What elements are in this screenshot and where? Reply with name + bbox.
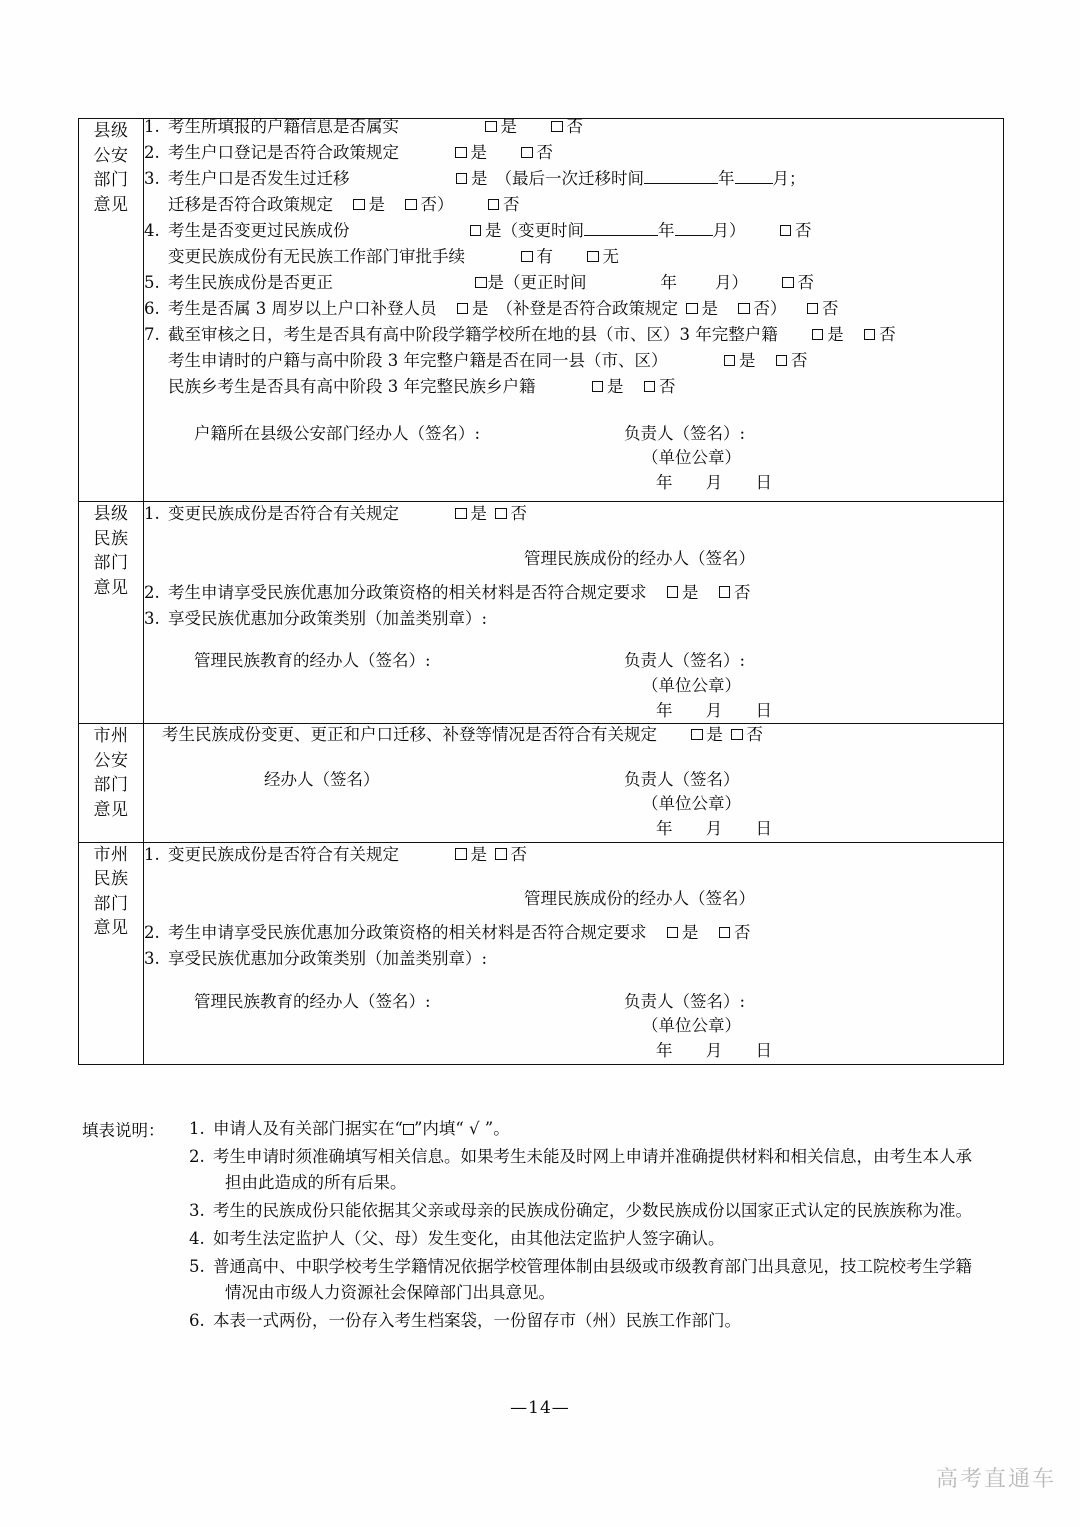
section-row-city-ethnic bbox=[79, 842, 1004, 1064]
question-row bbox=[144, 171, 1003, 188]
instruction-line: 普通高中、中职学校考生学籍情况依据学校管理体制由县级或市级教育部门出具意见，技工院校考生学籍 bbox=[213, 1256, 972, 1276]
signature-officer-line: 管理民族教育的经办人（签名）: bbox=[194, 991, 431, 1011]
signature-block bbox=[144, 990, 1003, 1064]
instruction-number: 3. bbox=[189, 1201, 205, 1221]
date-line: 年 月 日 bbox=[656, 700, 786, 720]
checkbox-no[interactable] bbox=[776, 355, 788, 367]
question-text: 迁移是否符合政策规定 bbox=[168, 195, 333, 214]
official-seal-line: （单位公章） bbox=[642, 675, 741, 695]
label-line: 市州 bbox=[93, 844, 129, 865]
label-line: 意见 bbox=[93, 577, 129, 598]
checkbox-no[interactable] bbox=[551, 121, 563, 133]
signature-officer-line: 户籍所在县级公安部门经办人（签名）: bbox=[194, 423, 481, 443]
checkbox-yes[interactable] bbox=[667, 586, 679, 598]
signature-supervisor-group bbox=[624, 768, 786, 842]
ethnic-status-officer-line: 管理民族成份的经办人（签名） bbox=[524, 548, 755, 568]
checkbox-no[interactable] bbox=[644, 381, 656, 393]
option-label-no: 否 bbox=[795, 221, 812, 240]
section-label-city-ethnic bbox=[79, 842, 144, 1064]
unit-year: 年 bbox=[660, 273, 677, 292]
checkbox-yes[interactable] bbox=[485, 121, 497, 133]
question-text: 变更民族成份有无民族工作部门审批手续 bbox=[168, 247, 465, 266]
signature-supervisor-line: 负责人（签名）: bbox=[624, 651, 746, 670]
instruction-item bbox=[189, 1254, 1012, 1307]
instruction-text-pre: 申请人及有关部门据实在“ bbox=[213, 1119, 403, 1138]
question-text: 考生户口登记是否符合政策规定 bbox=[168, 143, 399, 162]
section-row-city-police bbox=[79, 724, 1004, 843]
checkbox-no[interactable] bbox=[405, 199, 417, 211]
question-text: 享受民族优惠加分政策类别（加盖类别章）: bbox=[168, 949, 488, 968]
label-line: 意见 bbox=[93, 918, 129, 939]
checkbox-no[interactable] bbox=[488, 199, 500, 211]
section-label-county-ethnic bbox=[79, 502, 144, 724]
option-label-yes: 是 bbox=[472, 299, 489, 318]
question-subrow bbox=[144, 353, 1003, 370]
checkbox-no[interactable] bbox=[807, 303, 819, 315]
official-seal-line: （单位公章） bbox=[642, 1016, 741, 1036]
instruction-line: 情况由市级人力资源社会保障部门出具意见。 bbox=[225, 1283, 555, 1303]
checkbox-has[interactable] bbox=[521, 251, 533, 263]
option-label-yes: 是 bbox=[682, 923, 699, 942]
paren-text: （最后一次迁移时间 bbox=[495, 169, 644, 188]
question-number: 6. bbox=[144, 299, 160, 318]
checkbox-sub-yes[interactable] bbox=[686, 303, 698, 315]
option-label-no: 否 bbox=[503, 195, 520, 214]
label-line: 意见 bbox=[93, 799, 129, 820]
section-content-county-police bbox=[144, 119, 1004, 502]
signature-supervisor-group bbox=[624, 990, 786, 1064]
section-content-city-ethnic bbox=[144, 842, 1004, 1064]
question-row bbox=[144, 951, 1003, 968]
section-content-city-police bbox=[144, 724, 1004, 843]
option-label-yes: 是 bbox=[470, 844, 487, 864]
question-number: 3. bbox=[144, 608, 160, 628]
instruction-item bbox=[189, 1116, 1012, 1143]
question-text: 考生所填报的户籍信息是否属实 bbox=[168, 117, 399, 136]
section-label-county-police bbox=[79, 119, 144, 502]
instruction-item bbox=[189, 1198, 1012, 1225]
paren-text: （变更时间 bbox=[501, 221, 584, 240]
question-text: 变更民族成份是否符合有关规定 bbox=[168, 504, 399, 523]
option-label-yes: 是 bbox=[607, 377, 624, 396]
checkbox-no[interactable] bbox=[719, 927, 731, 939]
question-text: 截至审核之日，考生是否具有高中阶段学籍学校所在地的县（市、区）3 年完整户籍 bbox=[168, 325, 778, 344]
checkbox-yes[interactable] bbox=[667, 927, 679, 939]
approval-form-table bbox=[78, 118, 1004, 1065]
question-row bbox=[144, 582, 1003, 602]
checkbox-yes[interactable] bbox=[455, 147, 467, 159]
option-label-yes: 是 bbox=[470, 143, 487, 162]
label-line: 民族 bbox=[93, 869, 129, 890]
signature-supervisor-line: 负责人（签名）: bbox=[624, 423, 746, 443]
option-label-no: 否 bbox=[734, 582, 751, 602]
checkbox-no[interactable] bbox=[864, 329, 876, 341]
checkbox-yes[interactable] bbox=[470, 225, 482, 237]
date-line: 年 月 日 bbox=[656, 473, 786, 492]
question-number: 5. bbox=[144, 273, 160, 292]
label-line: 意见 bbox=[93, 194, 129, 215]
page-number: —14— bbox=[510, 1398, 570, 1418]
checkbox-yes[interactable] bbox=[455, 508, 467, 520]
unit-month: 月； bbox=[772, 169, 806, 188]
option-label-yes: 是 bbox=[706, 725, 723, 744]
option-label-yes: 是 bbox=[500, 117, 517, 136]
checkbox-yes[interactable] bbox=[457, 303, 469, 315]
signature-block bbox=[144, 768, 1003, 842]
instruction-item bbox=[189, 1144, 1012, 1197]
option-label-yes: 是 bbox=[827, 325, 844, 344]
option-label-no: 否） bbox=[753, 299, 787, 318]
question-subrow bbox=[144, 249, 1003, 266]
question-row bbox=[144, 301, 1003, 318]
question-row bbox=[144, 608, 1003, 628]
question-text: 享受民族优惠加分政策类别（加盖类别章）: bbox=[168, 608, 488, 628]
signature-supervisor-group bbox=[624, 649, 786, 723]
question-row bbox=[144, 327, 1003, 344]
label-line: 部门 bbox=[93, 775, 129, 796]
paren-text: （更正时间 bbox=[504, 273, 587, 292]
option-label-yes: 是 bbox=[739, 351, 756, 370]
checkbox-no[interactable] bbox=[495, 508, 507, 520]
section-content-county-ethnic bbox=[144, 502, 1004, 724]
instruction-text-post: ”内填“ √ ”。 bbox=[413, 1119, 510, 1138]
question-number: 3. bbox=[144, 949, 160, 968]
checkbox-sub-no[interactable] bbox=[738, 303, 750, 315]
ethnic-status-officer-line: 管理民族成份的经办人（签名） bbox=[524, 889, 755, 908]
label-line: 县级 bbox=[93, 121, 129, 141]
question-number: 1. bbox=[144, 117, 160, 136]
month-blank-field[interactable] bbox=[735, 183, 773, 184]
option-label-no: 否 bbox=[822, 299, 839, 318]
question-text: 考生户口是否发生过迁移 bbox=[168, 169, 350, 188]
option-label-no: 否 bbox=[659, 377, 676, 396]
option-label-no: 否 bbox=[746, 725, 763, 744]
question-row bbox=[144, 925, 1003, 942]
instruction-line: 担由此造成的所有后果。 bbox=[225, 1173, 407, 1193]
watermark: 高考直通车 bbox=[935, 1467, 1056, 1492]
label-line: 市州 bbox=[93, 726, 129, 746]
option-label-yes: 是 bbox=[485, 221, 502, 240]
checkbox-yes[interactable] bbox=[456, 173, 468, 185]
unit-month: 月） bbox=[715, 273, 748, 292]
signature-officer-line: 经办人（签名） bbox=[264, 769, 380, 789]
signature-block bbox=[144, 422, 1003, 496]
option-label-no: 否 bbox=[536, 143, 553, 162]
signature-block bbox=[144, 649, 1003, 723]
instruction-text: 如考生法定监护人（父、母）发生变化，由其他法定监护人签字确认。 bbox=[213, 1228, 725, 1248]
instruction-text: 本表一式两份，一份存入考生档案袋，一份留存市（州）民族工作部门。 bbox=[213, 1311, 741, 1331]
signature-officer-line: 管理民族教育的经办人（签名）: bbox=[194, 651, 431, 670]
label-line: 公安 bbox=[93, 145, 129, 166]
option-label-no: 否 bbox=[879, 325, 896, 344]
question-row bbox=[144, 119, 1003, 136]
question-text: 考生申请享受民族优惠加分政策资格的相关材料是否符合规定要求 bbox=[168, 582, 647, 602]
section-label-city-police bbox=[79, 724, 144, 843]
question-number: 3. bbox=[144, 169, 160, 188]
question-number: 2. bbox=[144, 143, 160, 162]
label-line: 民族 bbox=[93, 528, 129, 549]
question-number: 1. bbox=[144, 504, 160, 523]
question-number: 7. bbox=[144, 325, 160, 344]
question-number: 2. bbox=[144, 923, 160, 942]
question-text: 民族乡考生是否具有高中阶段 3 年完整民族乡户籍 bbox=[168, 377, 536, 396]
official-seal-line: （单位公章） bbox=[642, 794, 741, 814]
question-text: 考生是否变更过民族成份 bbox=[168, 221, 350, 240]
option-label-yes: 是 bbox=[471, 169, 488, 188]
checkbox-yes[interactable] bbox=[724, 355, 736, 367]
question-subrow bbox=[144, 197, 1003, 214]
form-instructions bbox=[82, 1116, 1012, 1336]
option-label-no: 否 bbox=[734, 923, 751, 942]
option-label-yes: 是 bbox=[470, 504, 487, 523]
label-line: 部门 bbox=[93, 553, 129, 574]
question-number: 1. bbox=[144, 844, 160, 864]
question-row bbox=[144, 223, 1003, 240]
year-blank-field[interactable] bbox=[644, 183, 718, 184]
checkbox-none[interactable] bbox=[587, 251, 599, 263]
signature-supervisor-line: 负责人（签名） bbox=[624, 769, 740, 789]
checkbox-yes[interactable] bbox=[691, 729, 703, 741]
question-number: 2. bbox=[144, 582, 160, 602]
question-number: 4. bbox=[144, 221, 160, 240]
section-row-county-police bbox=[79, 119, 1004, 502]
instruction-number: 5. bbox=[189, 1256, 205, 1276]
label-line: 县级 bbox=[93, 504, 129, 524]
question-text: 考生申请时的户籍与高中阶段 3 年完整户籍是否在同一县（市、区） bbox=[168, 351, 668, 370]
checkbox-yes[interactable] bbox=[812, 329, 824, 341]
option-label-has: 有 bbox=[536, 247, 553, 266]
option-label-no: 否 bbox=[510, 844, 527, 864]
checkbox-no[interactable] bbox=[495, 848, 507, 860]
official-seal-line: （单位公章） bbox=[642, 448, 741, 468]
question-text: 考生民族成份变更、更正和户口迁移、补登等情况是否符合有关规定 bbox=[162, 725, 657, 744]
instruction-text: 考生的民族成份只能依据其父亲或母亲的民族成份确定，少数民族成份以国家正式认定的民族族称为准。 bbox=[213, 1201, 972, 1221]
option-label-none: 无 bbox=[602, 247, 619, 266]
question-row bbox=[144, 844, 1003, 864]
question-subrow bbox=[144, 379, 1003, 396]
question-row bbox=[144, 506, 1003, 523]
unit-year: 年 bbox=[658, 221, 675, 240]
paren-text: （补登是否符合政策规定 bbox=[496, 299, 678, 318]
option-label-no: 否 bbox=[566, 117, 583, 136]
instruction-item bbox=[189, 1226, 1012, 1253]
instruction-number: 1. bbox=[189, 1119, 205, 1138]
instruction-number: 6. bbox=[189, 1311, 205, 1331]
question-text: 考生申请享受民族优惠加分政策资格的相关材料是否符合规定要求 bbox=[168, 923, 647, 942]
unit-year: 年 bbox=[718, 169, 735, 188]
question-row bbox=[144, 275, 1003, 292]
empty-checkbox-icon bbox=[403, 1124, 414, 1135]
checkbox-yes[interactable] bbox=[353, 199, 365, 211]
checkbox-yes[interactable] bbox=[455, 848, 467, 860]
option-label-no: 否） bbox=[420, 195, 454, 214]
label-line: 公安 bbox=[93, 750, 129, 771]
option-label-no: 否 bbox=[791, 351, 808, 370]
instruction-text bbox=[213, 1254, 1012, 1307]
checkbox-no[interactable] bbox=[780, 225, 792, 237]
signature-supervisor-group bbox=[624, 422, 786, 496]
section-row-county-ethnic bbox=[79, 502, 1004, 724]
label-line: 部门 bbox=[93, 893, 129, 914]
option-label-yes: 是 bbox=[701, 299, 718, 318]
checkbox-yes[interactable] bbox=[475, 277, 487, 289]
date-line: 年 月 日 bbox=[656, 1041, 786, 1060]
instruction-number: 4. bbox=[189, 1228, 205, 1248]
month-blank-field[interactable] bbox=[675, 235, 713, 236]
label-line: 部门 bbox=[93, 170, 129, 191]
instruction-number: 2. bbox=[189, 1146, 205, 1166]
date-line: 年 月 日 bbox=[656, 819, 786, 838]
instruction-line: 考生申请时须准确填写相关信息。如果考生未能及时网上申请并准确提供材料和相关信息，由考生本人承 bbox=[213, 1146, 972, 1166]
instructions-heading: 填表说明： bbox=[82, 1121, 165, 1140]
question-text: 考生是否属 3 周岁以上户口补登人员 bbox=[168, 299, 437, 318]
option-label-yes: 是 bbox=[487, 273, 504, 292]
question-row bbox=[144, 727, 1003, 744]
instruction-text bbox=[213, 1116, 1012, 1143]
signature-supervisor-line: 负责人（签名）: bbox=[624, 991, 746, 1011]
question-text: 变更民族成份是否符合有关规定 bbox=[168, 844, 399, 864]
instruction-item bbox=[189, 1308, 1012, 1335]
option-label-yes: 是 bbox=[368, 195, 385, 214]
option-label-no: 否 bbox=[797, 273, 814, 292]
option-label-yes: 是 bbox=[682, 582, 699, 602]
instruction-text bbox=[213, 1144, 1012, 1197]
instructions-list bbox=[82, 1116, 1012, 1335]
unit-month: 月） bbox=[712, 221, 746, 240]
checkbox-no[interactable] bbox=[782, 277, 794, 289]
question-text: 考生民族成份是否更正 bbox=[168, 273, 333, 292]
question-row bbox=[144, 145, 1003, 162]
checkbox-yes[interactable] bbox=[592, 381, 604, 393]
option-label-no: 否 bbox=[510, 504, 527, 523]
year-blank-field[interactable] bbox=[584, 235, 658, 236]
checkbox-no[interactable] bbox=[731, 729, 743, 741]
checkbox-no[interactable] bbox=[719, 586, 731, 598]
checkbox-no[interactable] bbox=[521, 147, 533, 159]
